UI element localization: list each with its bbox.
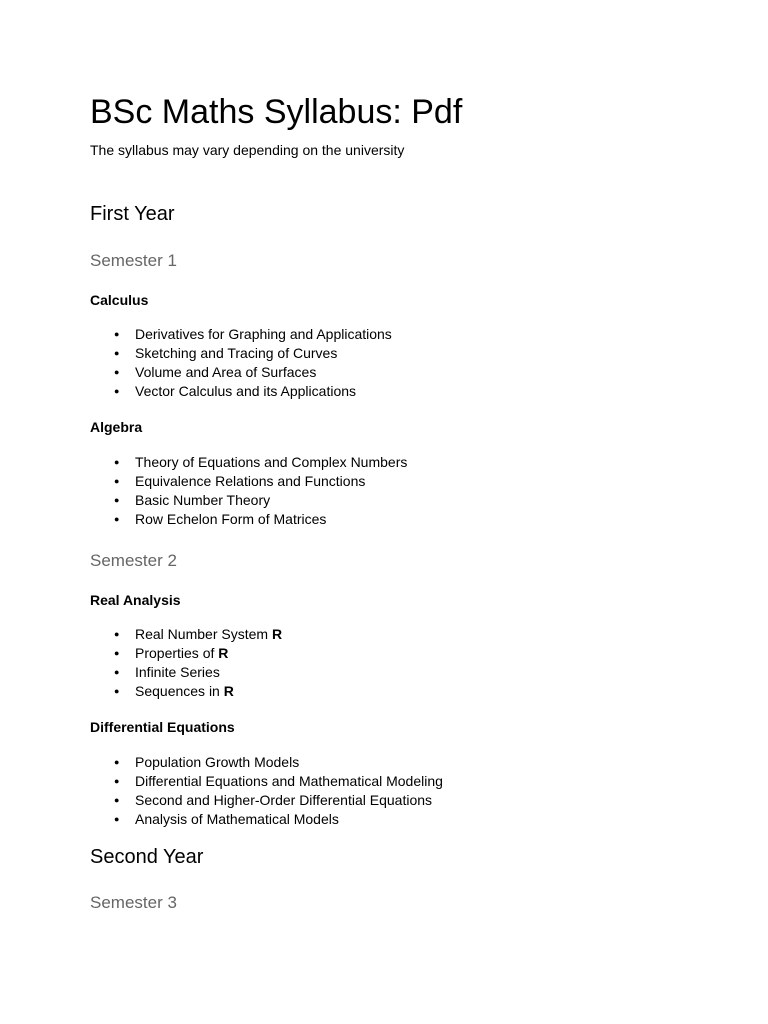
bullet-icon: ● [114,367,120,377]
bullet-icon: ● [114,629,120,639]
bullet-icon: ● [114,348,120,358]
list-item-text: Population Growth Models [135,754,300,770]
list-item-text: Equivalence Relations and Functions [135,473,366,489]
heading-semester-3: Semester 3 [90,893,177,912]
bullet-icon: ● [114,667,120,677]
list-item [90,472,407,491]
heading-real-analysis: Real Analysis [90,592,181,608]
heading-semester-2: Semester 2 [90,551,177,570]
list-item [90,325,392,344]
page-title: BSc Maths Syllabus: Pdf [90,93,463,131]
bullet-icon: ● [114,648,120,658]
list-item [90,510,407,529]
list-item-text: Sketching and Tracing of Curves [135,345,338,361]
list-item [90,772,443,791]
bullet-icon: ● [114,495,120,505]
bullet-icon: ● [114,514,120,524]
real-numbers-symbol: R [218,645,229,661]
heading-semester-1: Semester 1 [90,251,177,270]
bullet-icon: ● [114,457,120,467]
list-item [90,625,282,644]
bullet-icon: ● [114,814,120,824]
list-item [90,644,282,663]
list-item-text: Real Number System [135,626,272,642]
list-item-text: Analysis of Mathematical Models [135,811,339,827]
calculus-topic-list [90,325,392,401]
list-item [90,682,282,701]
list-item [90,491,407,510]
bullet-icon: ● [114,795,120,805]
bullet-icon: ● [114,386,120,396]
list-item-text: Volume and Area of Surfaces [135,364,317,380]
bullet-icon: ● [114,757,120,767]
list-item-text: Row Echelon Form of Matrices [135,511,327,527]
list-item-text: Differential Equations and Mathematical Modeling [135,773,443,789]
differential-equations-topic-list [90,753,443,829]
real-numbers-symbol: R [223,683,234,699]
heading-calculus: Calculus [90,292,149,308]
list-item-text: Sequences in [135,683,224,699]
bullet-icon: ● [114,329,120,339]
bullet-icon: ● [114,776,120,786]
bullet-icon: ● [114,476,120,486]
list-item [90,363,392,382]
heading-second-year: Second Year [90,846,204,868]
list-item [90,753,443,772]
list-item [90,791,443,810]
list-item-text: Properties of [135,645,219,661]
list-item [90,382,392,401]
heading-differential-equations: Differential Equations [90,719,235,735]
heading-algebra: Algebra [90,419,143,435]
real-numbers-symbol: R [271,626,283,642]
list-item [90,810,443,829]
real-analysis-topic-list [90,625,282,701]
list-item-text: Derivatives for Graphing and Applications [135,326,392,342]
list-item-text: Basic Number Theory [135,492,271,508]
list-item-text: Second and Higher-Order Differential Equations [135,792,433,808]
list-item [90,663,282,682]
list-item-text: Infinite Series [135,664,220,680]
list-item-text: Vector Calculus and its Applications [135,383,357,399]
list-item [90,453,407,472]
algebra-topic-list [90,453,407,529]
heading-first-year: First Year [90,203,175,225]
list-item [90,344,392,363]
list-item-text: Theory of Equations and Complex Numbers [135,454,408,470]
page-subtitle: The syllabus may vary depending on the university [90,142,405,158]
bullet-icon: ● [114,686,120,696]
